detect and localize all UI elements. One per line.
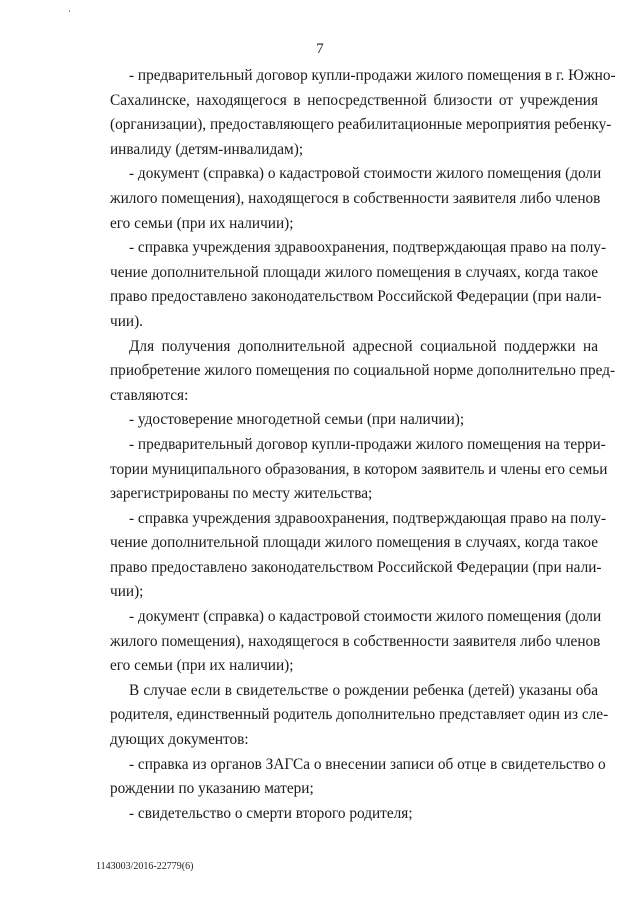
text-line: приобретение жилого помещения по социальной норме дополнительно пред- bbox=[110, 362, 616, 380]
text-line: - предварительный договор купли-продажи жилого помещения на терри- bbox=[129, 435, 606, 453]
text-line: - документ (справка) о кадастровой стоимости жилого помещения (доли bbox=[129, 608, 602, 626]
text-line: инвалиду (детям-инвалидам); bbox=[110, 140, 304, 158]
text-line: чение дополнительной площади жилого помещения в случаях, когда такое bbox=[110, 534, 598, 552]
text-line: Сахалинске, находящегося в непосредственной близости от учреждения bbox=[110, 91, 598, 109]
document-footer-code: 1143003/2016-22779(6) bbox=[96, 861, 194, 872]
text-line: тории муниципального образования, в котором заявитель и члены его семьи bbox=[110, 460, 608, 478]
text-line: чии); bbox=[110, 583, 144, 601]
text-line: - справка учреждения здравоохранения, подтверждающая право на полу- bbox=[129, 239, 607, 257]
scan-mark bbox=[69, 10, 70, 12]
text-line: - удостоверение многодетной семьи (при наличии); bbox=[129, 411, 465, 429]
text-line: - справка из органов ЗАГСа о внесении записи об отце в свидетельство о bbox=[129, 755, 606, 773]
text-line: чии). bbox=[110, 312, 143, 330]
text-line: - предварительный договор купли-продажи жилого помещения в г. Южно- bbox=[129, 67, 616, 84]
text-line: право предоставлено законодательством Российской Федерации (при нали- bbox=[110, 288, 602, 306]
text-line: жилого помещения), находящегося в собственности заявителя либо членов bbox=[110, 189, 601, 207]
text-line: - документ (справка) о кадастровой стоимости жилого помещения (доли bbox=[129, 165, 602, 183]
document-body bbox=[110, 64, 616, 826]
text-line: дующих документов: bbox=[110, 731, 249, 749]
text-line: жилого помещения), находящегося в собственности заявителя либо членов bbox=[110, 632, 601, 650]
text-line: родителя, единственный родитель дополнительно представляет один из сле- bbox=[110, 706, 609, 724]
text-line: чение дополнительной площади жилого помещения в случаях, когда такое bbox=[110, 263, 598, 281]
text-line: право предоставлено законодательством Российской Федерации (при нали- bbox=[110, 558, 602, 576]
text-line: В случае если в свидетельстве о рождении ребенка (детей) указаны оба bbox=[129, 681, 598, 699]
text-line: ставляются: bbox=[110, 386, 189, 404]
text-line: - свидетельство о смерти второго родителя; bbox=[129, 804, 413, 822]
text-line: зарегистрированы по месту жительства; bbox=[110, 485, 373, 503]
page-number: 7 bbox=[316, 41, 324, 57]
text-line: его семьи (при их наличии); bbox=[110, 214, 294, 232]
text-line: - справка учреждения здравоохранения, подтверждающая право на полу- bbox=[129, 509, 607, 527]
text-line: Для получения дополнительной адресной социальной поддержки на bbox=[129, 337, 598, 355]
text-line: рождении по указанию матери; bbox=[110, 780, 314, 798]
text-line: его семьи (при их наличии); bbox=[110, 657, 294, 675]
text-line: (организации), предоставляющего реабилитационные мероприятия ребенку- bbox=[110, 116, 612, 134]
